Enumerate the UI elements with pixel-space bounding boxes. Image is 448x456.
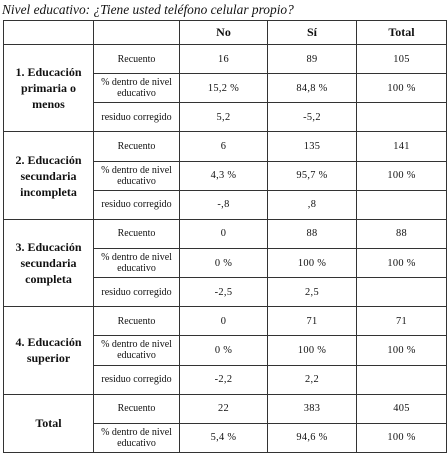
stat-label: residuo corregido xyxy=(94,365,180,394)
cell-no: 6 xyxy=(180,132,268,161)
cell-si: 100 % xyxy=(268,248,357,277)
header-total: Total xyxy=(357,21,447,45)
cell-no: -2,2 xyxy=(180,365,268,394)
cell-total: 88 xyxy=(357,219,447,248)
crosstab-table xyxy=(3,20,447,453)
cell-si: 89 xyxy=(268,45,357,74)
cell-no: 4,3 % xyxy=(180,161,268,190)
stat-label: residuo corregido xyxy=(94,103,180,132)
cell-si: 71 xyxy=(268,307,357,336)
stat-label: % dentro de nivel educativo xyxy=(94,336,180,365)
cell-si: 383 xyxy=(268,394,357,423)
cell-total: 100 % xyxy=(357,161,447,190)
cell-si: 88 xyxy=(268,219,357,248)
cell-total xyxy=(357,278,447,307)
table-row xyxy=(4,132,447,161)
table-title: Nivel educativo: ¿Tiene usted teléfono celular propio? xyxy=(2,2,294,17)
stat-label: % dentro de nivel educativo xyxy=(94,161,180,190)
cell-si: 2,2 xyxy=(268,365,357,394)
header-no: No xyxy=(180,21,268,45)
cell-total: 100 % xyxy=(357,423,447,452)
cell-total: 100 % xyxy=(357,74,447,103)
stat-label: residuo corregido xyxy=(94,278,180,307)
stat-label: residuo corregido xyxy=(94,190,180,219)
cell-no: -,8 xyxy=(180,190,268,219)
cell-no: 0 xyxy=(180,219,268,248)
cell-total: 141 xyxy=(357,132,447,161)
cell-total xyxy=(357,190,447,219)
stat-label: % dentro de nivel educativo xyxy=(94,423,180,452)
cell-no: 0 xyxy=(180,307,268,336)
cell-total xyxy=(357,103,447,132)
stat-label: Recuento xyxy=(94,219,180,248)
cell-no: 16 xyxy=(180,45,268,74)
group-label: 4. Educación superior xyxy=(4,307,94,394)
group-label: 1. Educación primaria o menos xyxy=(4,45,94,132)
cell-no: -2,5 xyxy=(180,278,268,307)
cell-total: 405 xyxy=(357,394,447,423)
cell-si: 100 % xyxy=(268,336,357,365)
cell-si: 135 xyxy=(268,132,357,161)
table-row xyxy=(4,307,447,336)
cell-total: 100 % xyxy=(357,248,447,277)
cell-total: 105 xyxy=(357,45,447,74)
group-label: 2. Educación secundaria incompleta xyxy=(4,132,94,219)
table-row xyxy=(4,394,447,423)
stat-label: Recuento xyxy=(94,45,180,74)
stat-label: Recuento xyxy=(94,307,180,336)
cell-no: 22 xyxy=(180,394,268,423)
cell-no: 0 % xyxy=(180,336,268,365)
header-row xyxy=(4,21,447,45)
stat-label: Recuento xyxy=(94,394,180,423)
stat-label: % dentro de nivel educativo xyxy=(94,248,180,277)
cell-no: 5,2 xyxy=(180,103,268,132)
table-row xyxy=(4,45,447,74)
cell-no: 5,4 % xyxy=(180,423,268,452)
cell-si: 84,8 % xyxy=(268,74,357,103)
header-blank-stat xyxy=(94,21,180,45)
stat-label: Recuento xyxy=(94,132,180,161)
header-blank xyxy=(4,21,94,45)
cell-no: 15,2 % xyxy=(180,74,268,103)
table-row xyxy=(4,219,447,248)
total-label: Total xyxy=(4,394,94,452)
stat-label: % dentro de nivel educativo xyxy=(94,74,180,103)
cell-no: 0 % xyxy=(180,248,268,277)
header-si: Sí xyxy=(268,21,357,45)
cell-si: -5,2 xyxy=(268,103,357,132)
cell-total: 71 xyxy=(357,307,447,336)
cell-si: 95,7 % xyxy=(268,161,357,190)
group-label: 3. Educación secundaria completa xyxy=(4,219,94,306)
cell-si: ,8 xyxy=(268,190,357,219)
cell-si: 94,6 % xyxy=(268,423,357,452)
cell-total: 100 % xyxy=(357,336,447,365)
cell-total xyxy=(357,365,447,394)
cell-si: 2,5 xyxy=(268,278,357,307)
